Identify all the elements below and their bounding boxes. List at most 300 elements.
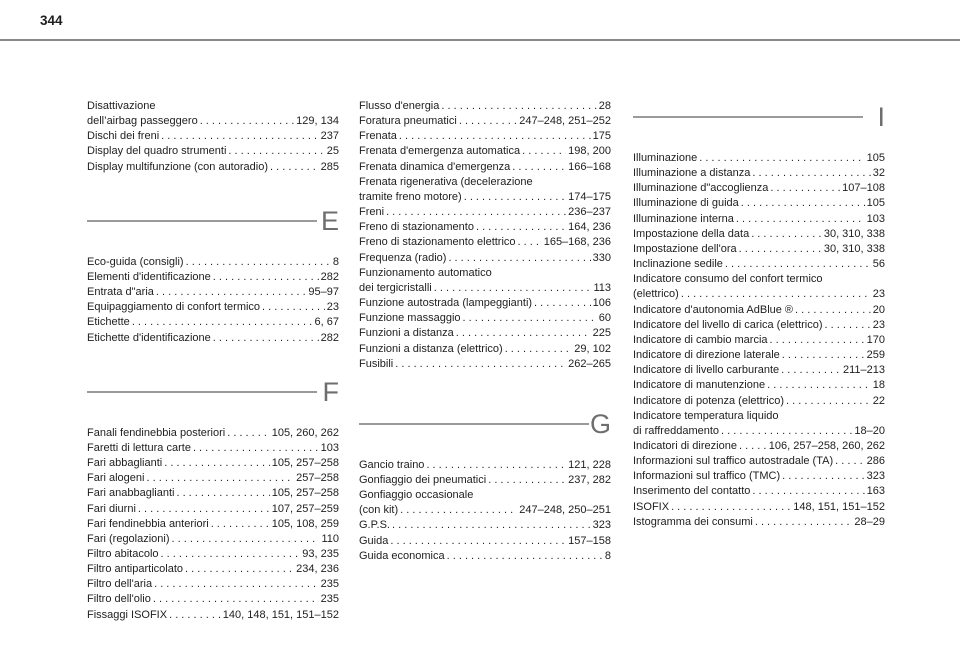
index-entry-pages: 170 — [866, 333, 885, 346]
dot-leader — [270, 160, 319, 175]
index-entry-label: Indicatore di livello carburante — [633, 364, 780, 377]
index-entry-label: Fari (regolazioni) — [87, 532, 170, 545]
dot-leader — [227, 426, 270, 441]
index-entry-pages: 105, 108, 259 — [271, 517, 339, 530]
index-entry-pages: 105 — [866, 152, 885, 164]
index-entry — [359, 473, 611, 488]
index-entry-label: Frenata d'emergenza automatica — [359, 145, 521, 158]
index-entry-label: dei tergicristalli — [359, 281, 432, 294]
index-entry-label: Filtro dell'aria — [87, 578, 153, 591]
index-entry-pages: 282 — [320, 331, 339, 344]
index-entry-label: Filtro dell'olio — [87, 593, 151, 606]
index-entry — [633, 151, 885, 166]
index-entry-label: Indicatore di potenza (elettrico) — [633, 394, 785, 407]
dot-leader — [770, 181, 840, 196]
index-entry-label: Elementi d'identificazione — [87, 270, 211, 283]
index-entry — [633, 242, 885, 257]
dot-leader — [825, 318, 871, 333]
section-letter: E — [320, 205, 339, 236]
dot-leader — [755, 515, 853, 530]
index-entry-pages: 198, 200 — [568, 145, 611, 158]
index-entry-label: Funzioni a distanza — [359, 327, 454, 340]
index-entry-pages: 235 — [320, 593, 339, 606]
index-entry-pages: 105, 257–258 — [271, 457, 339, 470]
dot-leader — [200, 114, 294, 129]
index-entry-label: Impostazione della data — [633, 227, 750, 240]
index-entry — [87, 562, 339, 577]
index-entry-label: Entrata d"aria — [87, 286, 154, 299]
dot-leader — [782, 348, 865, 363]
index-entry-pages: 105, 257–258 — [271, 487, 339, 500]
index-entry — [633, 515, 885, 530]
index-entry — [633, 181, 885, 196]
index-entry-pages: 20 — [872, 303, 885, 316]
dot-leader — [699, 151, 864, 166]
index-entry-pages: 56 — [872, 258, 885, 271]
index-entry-pages: 28 — [598, 100, 611, 112]
dot-leader — [399, 129, 591, 144]
index-entry — [359, 114, 611, 129]
dot-leader — [161, 129, 319, 144]
dot-leader — [186, 255, 331, 270]
index-entry-label: Freno di stazionamento elettrico — [359, 236, 516, 249]
dot-leader — [463, 311, 597, 326]
index-entry-pages: 28–29 — [854, 515, 885, 528]
index-entry-pages: 18–20 — [854, 424, 885, 437]
index-entry-pages: 121, 228 — [568, 458, 611, 471]
dot-leader — [156, 285, 307, 300]
index-entry — [359, 144, 611, 159]
index-entry — [359, 503, 611, 518]
index-entry-pages: 30, 310, 338 — [823, 242, 885, 255]
index-entry — [87, 114, 339, 129]
dot-leader — [671, 500, 791, 515]
index-entry — [87, 486, 339, 501]
dot-leader — [228, 144, 324, 159]
dot-leader — [395, 357, 566, 372]
index-entry — [87, 285, 339, 300]
index-entry — [633, 318, 885, 333]
index-entry — [87, 517, 339, 532]
header-divider — [0, 39, 960, 41]
dot-leader — [752, 484, 864, 499]
index-entry-pages: 175 — [592, 130, 611, 143]
dot-leader — [770, 333, 865, 348]
index-entry-label: Frequenza (radio) — [359, 251, 447, 264]
index-entry — [359, 160, 611, 175]
index-entry-label: dell’airbag passeggero — [87, 115, 198, 128]
index-entry-pages: 259 — [866, 349, 885, 362]
index-entry-line: Funzionamento automatico — [359, 266, 492, 279]
index-entry-pages: 110 — [321, 532, 339, 545]
index-entry — [633, 469, 885, 484]
section-letter: G — [589, 408, 611, 439]
index-entry-pages: 262–265 — [568, 357, 611, 370]
index-entry-pages: 247–248, 251–252 — [519, 115, 611, 128]
dot-leader — [213, 331, 319, 346]
dot-leader — [522, 144, 566, 159]
index-entry-label: Etichette d'identificazione — [87, 331, 211, 344]
dot-leader — [172, 532, 320, 547]
index-entry-pages: 107, 257–259 — [271, 502, 339, 515]
index-entry-pages: 22 — [872, 394, 885, 407]
dot-leader — [786, 394, 871, 409]
index-entry-pages: 166–168 — [568, 160, 611, 173]
index-entry-pages: 235 — [320, 578, 339, 591]
index-entry-label: Istogramma dei consumi — [633, 515, 753, 528]
index-entry — [87, 502, 339, 517]
dot-leader — [164, 456, 269, 471]
index-entry — [633, 363, 885, 378]
index-entry-label: Funzioni a distanza (elettrico) — [359, 342, 503, 355]
dot-leader — [464, 190, 566, 205]
index-entry-pages: 103 — [866, 212, 885, 225]
dot-leader — [782, 469, 865, 484]
index-entry-label: G.P.S. — [359, 519, 390, 532]
index-entry-label: Indicatore di manutenzione — [633, 379, 766, 392]
index-entry — [359, 190, 611, 205]
dot-leader — [739, 242, 822, 257]
index-entry-pages: 164, 236 — [568, 221, 611, 234]
index-entry — [87, 315, 339, 330]
section-heading — [633, 99, 885, 145]
page-number: 344 — [40, 13, 63, 28]
dot-leader — [185, 562, 294, 577]
index-entry-pages: 106, 257–258, 260, 262 — [768, 439, 885, 452]
dot-leader — [681, 287, 871, 302]
section-letter: F — [322, 376, 339, 407]
index-entry — [359, 251, 611, 266]
index-entry-line: Indicatore temperatura liquido — [633, 409, 779, 422]
index-entry-label: Illuminazione d"accoglienza — [633, 182, 769, 195]
index-entry — [359, 99, 611, 114]
index-entry — [87, 608, 339, 623]
index-entry-pages: 285 — [320, 160, 339, 173]
dot-leader — [386, 205, 566, 220]
index-entry-label: Fari fendinebbia anteriori — [87, 517, 209, 530]
index-entry — [359, 235, 611, 250]
index-entry-pages: 18 — [872, 379, 885, 392]
index-entry-pages: 113 — [593, 281, 611, 294]
index-entry-label: Display del quadro strumenti — [87, 145, 227, 158]
index-entry — [87, 532, 339, 547]
index-entry-pages: 236–237 — [568, 206, 611, 219]
index-entry — [633, 484, 885, 499]
index-section — [359, 99, 611, 372]
index-entry — [359, 342, 611, 357]
dot-leader — [518, 235, 542, 250]
index-entry-pages: 60 — [598, 312, 611, 325]
index-entry-pages: 148, 151, 151–152 — [793, 500, 885, 513]
index-entry-line: Indicatore consumo del confort termico — [633, 273, 823, 286]
index-column-3 — [633, 99, 885, 530]
index-entry-label: Frenata dinamica d'emergenza — [359, 160, 511, 173]
index-entry — [87, 426, 339, 441]
index-entry-pages: 106 — [592, 297, 611, 310]
index-entry-label: Fari alogeni — [87, 472, 145, 485]
index-entry — [87, 471, 339, 486]
index-entry-label: (con kit) — [359, 504, 399, 517]
index-entry — [87, 144, 339, 159]
dot-leader — [739, 439, 767, 454]
index-entry-pages: 211–213 — [842, 364, 885, 377]
index-entry-label: Gonfiaggio dei pneumatici — [359, 473, 487, 486]
index-entry-pages: 23 — [872, 318, 885, 331]
index-entry-label: ISOFIX — [633, 500, 670, 513]
index-entry-label: Dischi dei freni — [87, 130, 160, 143]
index-entry-pages: 163 — [866, 485, 885, 498]
dot-leader — [534, 296, 591, 311]
dot-leader — [169, 608, 221, 623]
index-entry-label: Illuminazione — [633, 152, 698, 164]
section-heading — [359, 406, 611, 452]
index-entry-label: Funzione massaggio — [359, 312, 461, 325]
index-entry-pages: 330 — [592, 251, 611, 264]
index-entry-label: Freni — [359, 206, 385, 219]
index-entry-pages: 225 — [592, 327, 611, 340]
dot-leader — [721, 424, 852, 439]
dot-leader — [488, 473, 566, 488]
dot-leader — [459, 114, 517, 129]
index-entry — [633, 394, 885, 409]
index-entry-label: Equipaggiamento di confort termico — [87, 301, 261, 314]
index-entry — [87, 331, 339, 346]
index-entry-pages: 286 — [866, 455, 885, 468]
dot-leader — [835, 454, 865, 469]
index-entry-pages: 103 — [320, 441, 339, 454]
index-entry-pages: 95–97 — [308, 286, 339, 299]
section-heading — [87, 374, 339, 420]
index-entry-pages: 157–158 — [568, 534, 611, 547]
index-entry — [359, 129, 611, 144]
dot-leader — [434, 281, 592, 296]
index-entry-label: Fari diurni — [87, 502, 136, 515]
index-entry-label: Inclinazione sedile — [633, 258, 723, 271]
index-entry-pages: 32 — [872, 167, 885, 180]
index-entry-pages: 237 — [320, 130, 339, 143]
index-entry — [87, 547, 339, 562]
index-entry-label: Impostazione dell'ora — [633, 242, 737, 255]
section-rule — [87, 391, 317, 393]
index-entry-label: Fari abbaglianti — [87, 457, 163, 470]
index-entry-pages: 6, 67 — [314, 316, 339, 329]
dot-leader — [176, 486, 269, 501]
dot-leader — [153, 592, 319, 607]
index-entry-label: Indicatore di direzione laterale — [633, 349, 780, 362]
index-section — [87, 374, 339, 623]
index-entry — [633, 287, 885, 302]
index-entry-label: Freno di stazionamento — [359, 221, 474, 234]
dot-leader — [448, 251, 590, 266]
index-entry-label: Indicatori di direzione — [633, 439, 737, 452]
index-section — [87, 99, 339, 175]
dot-leader — [795, 303, 871, 318]
index-entry-label: Fanali fendinebbia posteriori — [87, 426, 226, 439]
index-section — [359, 406, 611, 564]
index-entry-label: tramite freno motore) — [359, 190, 462, 203]
index-entry-line: Gonfiaggio occasionale — [359, 489, 474, 502]
index-entry-pages: 129, 134 — [296, 115, 339, 128]
index-entry — [359, 311, 611, 326]
index-entry-pages: 25 — [326, 145, 339, 158]
index-entry — [633, 439, 885, 454]
index-entry-label: Indicatore del livello di carica (elettrico) — [633, 318, 823, 331]
section-rule — [359, 423, 589, 425]
index-entry-label: (elettrico) — [633, 288, 679, 301]
dot-leader — [505, 342, 573, 357]
dot-leader — [441, 99, 596, 114]
index-entry-label: Frenata — [359, 130, 397, 143]
index-entry-label: Gancio traino — [359, 458, 425, 471]
index-entry-pages: 23 — [872, 288, 885, 301]
section-rule — [87, 220, 317, 222]
index-entry — [87, 160, 339, 175]
index-entry-label: Indicatore d'autonomia AdBlue ® — [633, 303, 794, 316]
index-entry — [87, 255, 339, 270]
dot-leader — [138, 502, 270, 517]
index-entry-pages: 107–108 — [842, 182, 885, 195]
index-entry-label: Illuminazione a distanza — [633, 167, 751, 180]
index-entry-label: Eco-guida (consigli) — [87, 255, 184, 268]
index-entry-pages: 8 — [332, 255, 339, 268]
index-entry-label: Informazioni sul traffico (TMC) — [633, 470, 781, 483]
index-entry — [633, 166, 885, 181]
index-entry — [633, 348, 885, 363]
index-entry — [359, 534, 611, 549]
dot-leader — [213, 270, 319, 285]
dot-leader — [146, 471, 294, 486]
index-entry-pages: 323 — [592, 519, 611, 532]
index-entry — [633, 257, 885, 272]
dot-leader — [390, 534, 566, 549]
dot-leader — [456, 326, 591, 341]
dot-leader — [193, 441, 319, 456]
dot-leader — [725, 257, 871, 272]
section-rule — [633, 116, 863, 118]
index-entry-label: Foratura pneumatici — [359, 115, 457, 128]
dot-leader — [447, 549, 603, 564]
index-entry-label: Display multifunzione (con autoradio) — [87, 160, 268, 173]
index-entry — [633, 303, 885, 318]
index-entry-pages: 140, 148, 151, 151–152 — [222, 608, 339, 621]
index-column-1 — [87, 99, 339, 623]
section-heading — [87, 203, 339, 249]
index-entry-label: Guida — [359, 534, 389, 547]
index-entry-pages: 234, 236 — [296, 563, 339, 576]
section-letter: I — [877, 102, 885, 132]
index-entry-label: Funzione autostrada (lampeggianti) — [359, 297, 533, 310]
index-entry — [87, 577, 339, 592]
index-entry-line: Disattivazione — [87, 100, 156, 112]
index-entry — [87, 300, 339, 315]
index-entry-pages: 93, 235 — [302, 547, 339, 560]
dot-leader — [161, 547, 301, 562]
index-entry-pages: 105 — [866, 197, 885, 210]
index-entry — [633, 424, 885, 439]
index-entry-pages: 8 — [604, 549, 611, 562]
dot-leader — [736, 212, 865, 227]
dot-leader — [400, 503, 517, 518]
dot-leader — [476, 220, 566, 235]
dot-leader — [426, 458, 566, 473]
dot-leader — [512, 160, 566, 175]
index-entry-pages: 257–258 — [296, 472, 339, 485]
dot-leader — [132, 315, 313, 330]
index-entry-label: Guida economica — [359, 549, 445, 562]
index-entry — [359, 549, 611, 564]
index-entry — [633, 196, 885, 211]
index-entry — [359, 220, 611, 235]
index-entry — [359, 357, 611, 372]
index-entry-label: di raffreddamento — [633, 424, 720, 437]
dot-leader — [392, 518, 591, 533]
index-entry — [359, 458, 611, 473]
index-entry — [633, 333, 885, 348]
index-entry-pages: 165–168, 236 — [543, 236, 611, 249]
index-entry-label: Filtro antiparticolato — [87, 563, 183, 576]
index-entry — [633, 212, 885, 227]
index-entry — [87, 129, 339, 144]
index-entry — [359, 326, 611, 341]
index-entry-label: Illuminazione interna — [633, 212, 734, 225]
index-entry-label: Filtro abitacolo — [87, 547, 159, 560]
index-section — [633, 99, 885, 530]
index-column-2 — [359, 99, 611, 564]
index-entry — [359, 281, 611, 296]
index-entry-label: Illuminazione di guida — [633, 197, 739, 210]
index-entry-label: Inserimento del contatto — [633, 485, 751, 498]
index-entry — [633, 454, 885, 469]
index-entry-label: Faretti di lettura carte — [87, 441, 191, 454]
dot-leader — [741, 196, 865, 211]
dot-leader — [211, 517, 270, 532]
dot-leader — [154, 577, 319, 592]
dot-leader — [262, 300, 325, 315]
dot-leader — [751, 227, 822, 242]
index-entry — [359, 205, 611, 220]
index-entry — [633, 378, 885, 393]
index-entry-pages: 174–175 — [568, 190, 611, 203]
index-entry-pages: 23 — [326, 301, 339, 314]
index-entry-label: Flusso d'energia — [359, 100, 440, 112]
index-entry-pages: 237, 282 — [568, 473, 611, 486]
index-entry — [633, 500, 885, 515]
index-entry-pages: 282 — [320, 270, 339, 283]
index-entry-label: Fari anabbaglianti — [87, 487, 175, 500]
index-entry-pages: 105, 260, 262 — [271, 426, 339, 439]
index-entry-label: Etichette — [87, 316, 130, 329]
dot-leader — [767, 378, 871, 393]
index-entry — [87, 592, 339, 607]
index-entry-line: Frenata rigenerativa (decelerazione — [359, 175, 533, 188]
index-entry — [87, 270, 339, 285]
index-entry-pages: 29, 102 — [574, 342, 611, 355]
index-section — [87, 203, 339, 346]
dot-leader — [781, 363, 841, 378]
index-entry-pages: 323 — [866, 470, 885, 483]
index-entry — [359, 296, 611, 311]
index-entry-label: Indicatore di cambio marcia — [633, 333, 768, 346]
index-entry — [633, 227, 885, 242]
dot-leader — [752, 166, 870, 181]
index-entry — [87, 456, 339, 471]
index-entry-label: Fissaggi ISOFIX — [87, 608, 168, 621]
index-entry-label: Fusibili — [359, 357, 394, 370]
index-entry — [87, 441, 339, 456]
index-entry — [359, 518, 611, 533]
index-entry-pages: 247–248, 250–251 — [519, 504, 611, 517]
index-entry-pages: 30, 310, 338 — [823, 227, 885, 240]
